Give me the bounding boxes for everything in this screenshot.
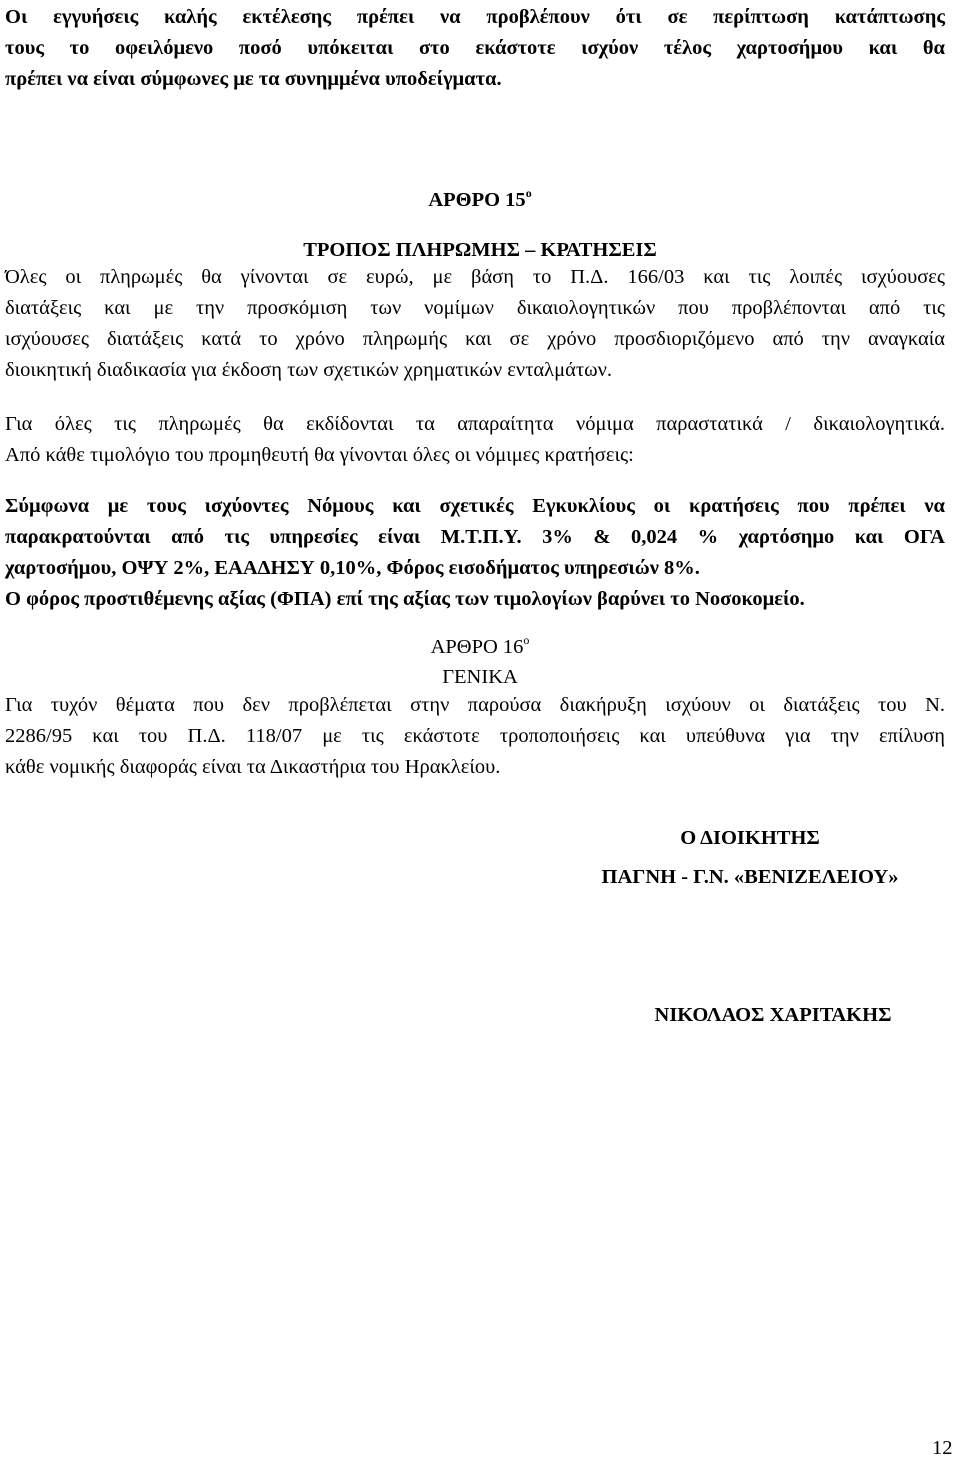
article15-paragraph-deductions: Από κάθε τιμολόγιο του προμηθευτή θα γίνονται όλες οι νόμιμες κρατήσεις: xyxy=(5,444,634,466)
intro-line: τους το οφειλόμενο ποσό υπόκειται στο εκάστοτε ισχύον τέλος χαρτοσήμου και θα xyxy=(5,37,945,59)
deductions-line: Ο φόρος προστιθέμενης αξίας (ΦΠΑ) επί της αξίας των τιμολογίων βαρύνει το Νοσοκομείο. xyxy=(5,588,805,610)
paragraph-line: ισχύουσες διατάξεις κατά το χρόνο πληρωμής και σε χρόνο προσδιοριζόμενο από την αναγκαία xyxy=(5,328,945,350)
article15-heading: ΑΡΘΡΟ $15^o$ xyxy=(428,186,532,211)
paragraph-line: Όλες οι πληρωμές θα γίνονται σε ευρώ, με βάση το Π.Δ. 166/03 και τις λοιπές ισχύουσες xyxy=(5,266,945,288)
deductions-line: Σύμφωνα με τους ισχύοντες Νόμους και σχετικές Εγκυκλίους οι κρατήσεις που πρέπει να xyxy=(5,495,945,517)
article15-paragraph xyxy=(5,262,945,386)
article16-subtitle: ΓΕΝΙΚΑ xyxy=(442,666,518,688)
intro-line: πρέπει να είναι σύμφωνες με τα συνημμένα υποδείγματα. xyxy=(5,68,502,90)
deductions-line: χαρτοσήμου, ΟΨΥ 2%, ΕΑΑΔΗΣΥ 0,10%, Φόρος εισοδήματος υπηρεσιών 8%. xyxy=(5,557,700,579)
article15-paragraph-documents: Για όλες τις πληρωμές θα εκδίδονται τα απαραίτητα νόμιμα παραστατικά / δικαιολογητικά. xyxy=(5,413,945,435)
article16-heading: ΑΡΘΡΟ $16^o$ xyxy=(430,633,530,658)
article16-paragraph xyxy=(5,690,945,783)
deductions-block xyxy=(5,491,945,615)
signature-organization: ΠΑΓΝΗ - Γ.Ν. «ΒΕΝΙΖΕΛΕΙΟΥ» xyxy=(601,866,899,888)
article15-heading-sup: ο xyxy=(525,186,532,200)
deductions-line: παρακρατούνται από τις υπηρεσίες είναι Μ.Τ.Π.Υ. 3% & 0,024 % χαρτόσημο και ΟΓΑ xyxy=(5,526,945,548)
signature-title: Ο ΔΙΟΙΚΗΤΗΣ xyxy=(680,827,820,849)
article15-subtitle: ΤΡΟΠΟΣ ΠΛΗΡΩΜΗΣ – ΚΡΑΤΗΣΕΙΣ xyxy=(303,239,657,261)
paragraph-line: διατάξεις και με την προσκόμιση των νομίμων δικαιολογητικών που προβλέπονται από τις xyxy=(5,297,945,319)
paragraph-line: 2286/95 και του Π.Δ. 118/07 με τις εκάστοτε τροποποιήσεις και υπεύθυνα για την επίλυση xyxy=(5,725,945,747)
page-number: 12 xyxy=(932,1437,953,1459)
signature-name: ΝΙΚΟΛΑΟΣ ΧΑΡΙΤΑΚΗΣ xyxy=(654,1004,892,1026)
paragraph-line: διοικητική διαδικασία για έκδοση των σχετικών χρηματικών ενταλμάτων. xyxy=(5,359,612,381)
paragraph-line: κάθε νομικής διαφοράς είναι τα Δικαστήρια του Ηρακλείου. xyxy=(5,756,501,778)
paragraph-line: Για τυχόν θέματα που δεν προβλέπεται στην παρούσα διακήρυξη ισχύουν οι διατάξεις του Ν. xyxy=(5,694,945,716)
article16-heading-sup: ο xyxy=(523,633,530,647)
intro-paragraph xyxy=(5,2,945,95)
intro-line: Οι εγγυήσεις καλής εκτέλεσης πρέπει να προβλέπουν ότι σε περίπτωση κατάπτωσης xyxy=(5,6,945,28)
